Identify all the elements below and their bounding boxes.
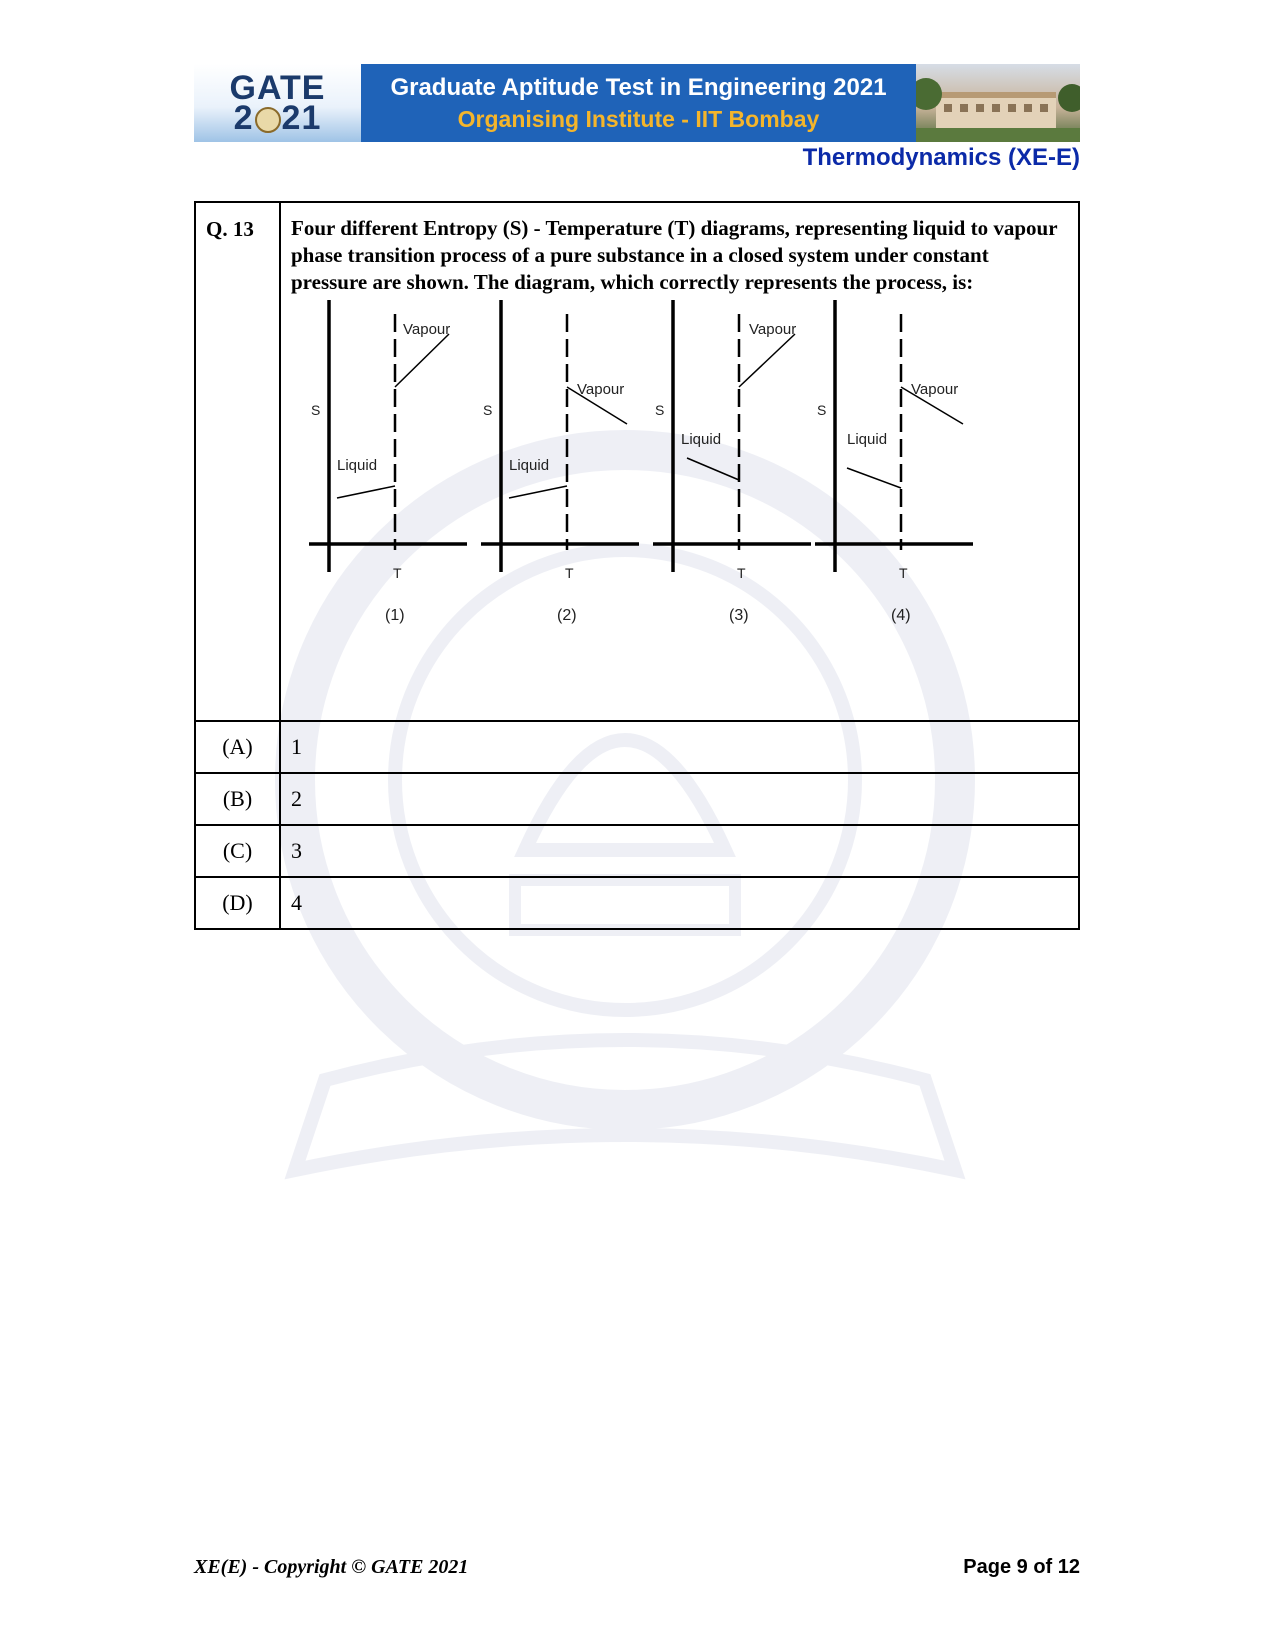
diagram-3-vapour-label: Vapour bbox=[749, 321, 797, 338]
option-label-c: (C) bbox=[195, 825, 280, 877]
footer-copyright: XE(E) - Copyright © GATE 2021 bbox=[194, 1556, 469, 1578]
subject-title: Thermodynamics (XE-E) bbox=[802, 144, 1080, 171]
diagram-2-liquid-line bbox=[509, 486, 567, 498]
diagram-2-caption: (2) bbox=[557, 607, 577, 624]
logo-line2 bbox=[233, 98, 322, 137]
option-row-c[interactable] bbox=[195, 825, 1079, 877]
diagram-4-s-label: S bbox=[817, 402, 827, 418]
header-banner bbox=[194, 64, 1080, 142]
diagram-4-caption: (4) bbox=[891, 607, 911, 624]
option-label-a: (A) bbox=[195, 721, 280, 773]
option-value-b: 2 bbox=[280, 773, 1079, 825]
diagram-3-liquid-label: Liquid bbox=[681, 431, 722, 448]
diagram-3-vapour-line bbox=[739, 334, 795, 387]
option-value-c: 3 bbox=[280, 825, 1079, 877]
diagram-1-liquid-line bbox=[337, 486, 395, 498]
diagram-4-liquid-line bbox=[847, 468, 901, 488]
diagram-3-caption: (3) bbox=[729, 607, 749, 624]
question-text: Four different Entropy (S) - Temperature (T) diagrams, representing liquid to vapour phase transition process of a pure substance in a closed system under constant pressure are shown. The diagram, which correctly represents the process, is: bbox=[291, 216, 1058, 294]
banner-title: Graduate Aptitude Test in Engineering 2021 bbox=[390, 74, 887, 101]
diagram-3-t-label: T bbox=[737, 565, 746, 581]
ts-diagrams-figure bbox=[291, 300, 1031, 720]
diagram-2-liquid-label: Liquid bbox=[509, 457, 550, 474]
question-table bbox=[194, 201, 1080, 930]
diagram-1-liquid-label: Liquid bbox=[337, 457, 378, 474]
diagram-1-t-label: T bbox=[393, 565, 402, 581]
diagram-1-vapour-line bbox=[395, 334, 449, 387]
ts-diagrams-svg bbox=[291, 300, 1031, 720]
diagram-1-caption: (1) bbox=[385, 607, 405, 624]
option-value-d: 4 bbox=[280, 877, 1079, 929]
diagram-1-vapour-label: Vapour bbox=[403, 321, 451, 338]
campus-photo bbox=[916, 64, 1080, 142]
diagram-2-t-label: T bbox=[565, 565, 574, 581]
diagram-4-vapour-label: Vapour bbox=[911, 381, 959, 398]
seal-icon bbox=[255, 107, 281, 133]
footer-page-number: Page 9 of 12 bbox=[963, 1556, 1080, 1578]
banner-title-box bbox=[361, 64, 916, 142]
logo-line1: GATE bbox=[229, 68, 326, 107]
diagram-3-liquid-line bbox=[687, 458, 739, 480]
option-label-d: (D) bbox=[195, 877, 280, 929]
question-number: Q. 13 bbox=[195, 202, 280, 721]
diagram-4-t-label: T bbox=[899, 565, 908, 581]
question-body bbox=[280, 202, 1079, 721]
option-row-b[interactable] bbox=[195, 773, 1079, 825]
diagram-1-s-label: S bbox=[311, 402, 321, 418]
option-row-d[interactable] bbox=[195, 877, 1079, 929]
option-value-a: 1 bbox=[280, 721, 1079, 773]
question-row bbox=[195, 202, 1079, 721]
option-row-a[interactable] bbox=[195, 721, 1079, 773]
diagram-2-s-label: S bbox=[483, 402, 493, 418]
logo-digits-21: 21 bbox=[281, 98, 322, 137]
logo-digit-2: 2 bbox=[233, 98, 254, 137]
option-label-b: (B) bbox=[195, 773, 280, 825]
diagram-2-vapour-label: Vapour bbox=[577, 381, 625, 398]
banner-subtitle: Organising Institute - IIT Bombay bbox=[457, 106, 820, 132]
gate-logo bbox=[194, 64, 361, 142]
diagram-3-s-label: S bbox=[655, 402, 665, 418]
diagram-4-liquid-label: Liquid bbox=[847, 431, 888, 448]
